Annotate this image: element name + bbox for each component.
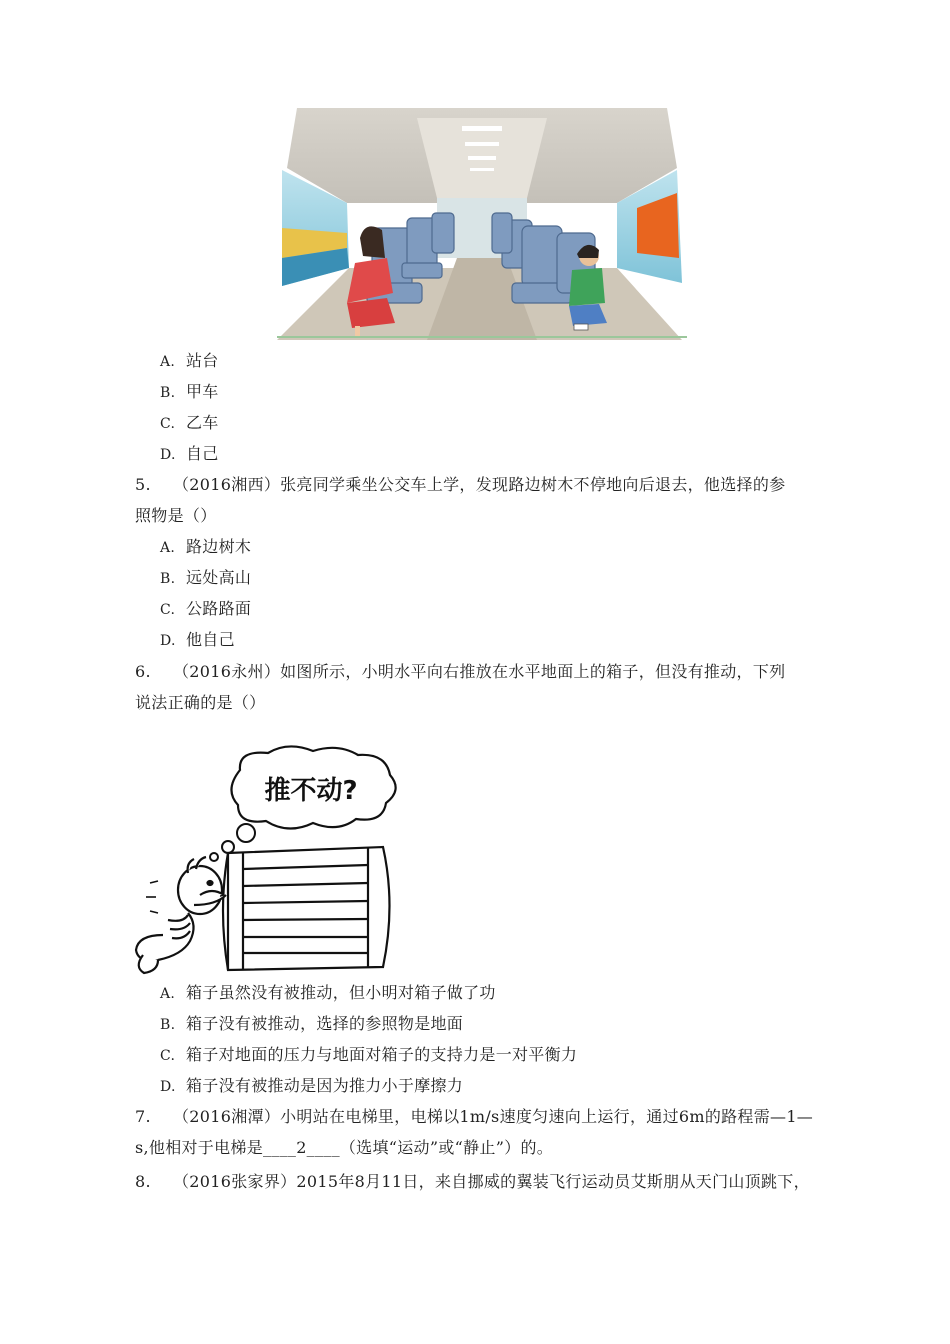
option-letter: C. xyxy=(160,602,176,618)
option-letter: B. xyxy=(160,571,176,587)
option-a xyxy=(160,982,496,1005)
option-letter: A. xyxy=(160,354,176,370)
option-letter: D. xyxy=(160,633,176,649)
question-text: （2016湘潭）小明站在电梯里，电梯以1m/s速度匀速向上运行，通过6m的路程需—1— xyxy=(173,1107,814,1126)
option-d xyxy=(160,443,219,466)
option-text: 公路路面 xyxy=(186,599,252,618)
option-a xyxy=(160,350,219,373)
option-b xyxy=(160,381,219,404)
option-d xyxy=(160,1075,463,1098)
question-6-continuation: 说法正确的是（） xyxy=(135,693,266,712)
question-text: （2016永州）如图所示，小明水平向右推放在水平地面上的箱子，但没有推动，下列 xyxy=(173,662,786,681)
option-text: 路边树木 xyxy=(186,537,252,556)
option-text: 乙车 xyxy=(186,413,219,432)
option-letter: C. xyxy=(160,416,176,432)
option-c xyxy=(160,598,251,621)
option-letter: D. xyxy=(160,447,176,463)
question-number: 8. xyxy=(135,1172,151,1191)
push-box-cartoon xyxy=(128,745,413,975)
option-text: 自己 xyxy=(186,444,219,463)
question-7 xyxy=(135,1106,813,1128)
option-text: 站台 xyxy=(186,351,219,370)
option-d xyxy=(160,629,235,652)
question-number: 6. xyxy=(135,662,151,681)
question-number: 7. xyxy=(135,1107,151,1126)
option-text: 箱子没有被推动，选择的参照物是地面 xyxy=(186,1014,464,1033)
option-b xyxy=(160,1013,463,1036)
question-8 xyxy=(135,1171,810,1193)
question-7-continuation: s,他相对于电梯是____2____（选填“运动”或“静止”）的。 xyxy=(135,1138,554,1157)
question-number: 5. xyxy=(135,475,151,494)
question-5-continuation: 照物是（） xyxy=(135,506,217,525)
bubble-text: 推不动? xyxy=(264,776,358,806)
question-text: （2016张家界）2015年8月11日，来自挪威的翼装飞行运动员艾斯朋从天门山顶跳下， xyxy=(173,1172,810,1191)
option-letter: D. xyxy=(160,1079,176,1095)
train-interior-illustration xyxy=(277,108,687,340)
option-text: 甲车 xyxy=(186,382,219,401)
option-letter: B. xyxy=(160,1017,176,1033)
option-letter: B. xyxy=(160,385,176,401)
question-text: （2016湘西）张亮同学乘坐公交车上学，发现路边树木不停地向后退去，他选择的参 xyxy=(173,475,786,494)
option-a xyxy=(160,536,251,559)
option-text: 他自己 xyxy=(186,630,235,649)
wooden-box xyxy=(223,847,390,970)
option-b xyxy=(160,567,251,590)
question-6 xyxy=(135,661,785,683)
option-letter: A. xyxy=(160,986,176,1002)
option-text: 远处高山 xyxy=(186,568,252,587)
option-letter: A. xyxy=(160,540,176,556)
option-c xyxy=(160,412,219,435)
option-text: 箱子虽然没有被推动，但小明对箱子做了功 xyxy=(186,983,496,1002)
option-text: 箱子对地面的压力与地面对箱子的支持力是一对平衡力 xyxy=(186,1045,578,1064)
option-letter: C. xyxy=(160,1048,176,1064)
question-5 xyxy=(135,474,785,496)
option-text: 箱子没有被推动是因为推力小于摩擦力 xyxy=(186,1076,464,1095)
pushing-boy xyxy=(136,857,226,973)
option-c xyxy=(160,1044,577,1067)
